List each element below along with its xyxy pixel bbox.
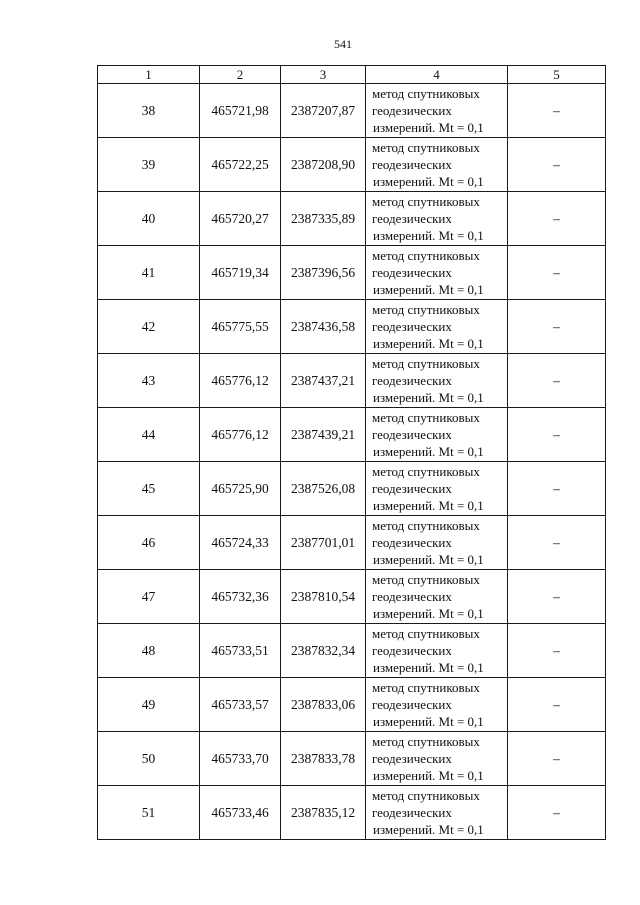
coordinate-x: 465776,12 (200, 408, 281, 462)
coordinate-x: 465720,27 (200, 192, 281, 246)
coordinate-y: 2387439,21 (281, 408, 366, 462)
table-row (98, 138, 606, 192)
method-line-3: измерений. Mt = 0,1 (373, 444, 484, 459)
column-5-value: – (508, 84, 606, 138)
method-line-1: метод спутниковых (372, 356, 480, 371)
coordinate-y: 2387833,06 (281, 678, 366, 732)
table-row (98, 570, 606, 624)
table-row (98, 516, 606, 570)
method-line-3: измерений. Mt = 0,1 (373, 606, 484, 621)
coordinate-x: 465775,55 (200, 300, 281, 354)
column-5-value: – (508, 678, 606, 732)
method-description (366, 516, 508, 570)
method-description (366, 624, 508, 678)
method-line-3: измерений. Mt = 0,1 (373, 174, 484, 189)
point-number: 51 (98, 786, 200, 840)
method-line-1: метод спутниковых (372, 788, 480, 803)
method-description (366, 462, 508, 516)
table-row (98, 462, 606, 516)
method-line-1: метод спутниковых (372, 680, 480, 695)
method-description (366, 678, 508, 732)
method-line-1: метод спутниковых (372, 464, 480, 479)
coordinate-y: 2387835,12 (281, 786, 366, 840)
column-5-value: – (508, 786, 606, 840)
method-line-2: геодезических (372, 481, 452, 496)
coordinate-x: 465724,33 (200, 516, 281, 570)
method-line-2: геодезических (372, 751, 452, 766)
method-line-2: геодезических (372, 157, 452, 172)
table-row (98, 732, 606, 786)
method-line-3: измерений. Mt = 0,1 (373, 822, 484, 837)
method-line-1: метод спутниковых (372, 572, 480, 587)
coordinate-y: 2387832,34 (281, 624, 366, 678)
method-description (366, 732, 508, 786)
column-5-value: – (508, 246, 606, 300)
method-line-1: метод спутниковых (372, 140, 480, 155)
coordinate-x: 465719,34 (200, 246, 281, 300)
column-5-value: – (508, 462, 606, 516)
method-description (366, 354, 508, 408)
table-row (98, 408, 606, 462)
method-line-3: измерений. Mt = 0,1 (373, 498, 484, 513)
header-col-5: 5 (508, 66, 606, 84)
point-number: 49 (98, 678, 200, 732)
method-line-1: метод спутниковых (372, 410, 480, 425)
coordinate-y: 2387335,89 (281, 192, 366, 246)
column-5-value: – (508, 138, 606, 192)
method-line-3: измерений. Mt = 0,1 (373, 120, 484, 135)
point-number: 39 (98, 138, 200, 192)
header-col-4: 4 (366, 66, 508, 84)
point-number: 47 (98, 570, 200, 624)
method-line-1: метод спутниковых (372, 248, 480, 263)
coordinate-y: 2387701,01 (281, 516, 366, 570)
table-row (98, 678, 606, 732)
table-row (98, 246, 606, 300)
header-row (98, 66, 606, 84)
table-row (98, 354, 606, 408)
header-col-3: 3 (281, 66, 366, 84)
method-line-2: геодезических (372, 805, 452, 820)
coordinate-y: 2387207,87 (281, 84, 366, 138)
point-number: 42 (98, 300, 200, 354)
method-line-3: измерений. Mt = 0,1 (373, 768, 484, 783)
coordinate-x: 465732,36 (200, 570, 281, 624)
method-description (366, 84, 508, 138)
method-line-3: измерений. Mt = 0,1 (373, 336, 484, 351)
coordinate-y: 2387396,56 (281, 246, 366, 300)
method-description (366, 408, 508, 462)
coordinate-x: 465733,51 (200, 624, 281, 678)
method-description (366, 570, 508, 624)
column-5-value: – (508, 624, 606, 678)
coordinate-x: 465776,12 (200, 354, 281, 408)
method-description (366, 138, 508, 192)
method-line-2: геодезических (372, 103, 452, 118)
header-col-1: 1 (98, 66, 200, 84)
method-line-2: геодезических (372, 643, 452, 658)
method-line-2: геодезических (372, 319, 452, 334)
point-number: 48 (98, 624, 200, 678)
coordinates-table (97, 65, 606, 840)
coordinate-x: 465733,70 (200, 732, 281, 786)
coordinate-y: 2387208,90 (281, 138, 366, 192)
coordinate-x: 465725,90 (200, 462, 281, 516)
page-number: 541 (334, 37, 352, 51)
table-row (98, 84, 606, 138)
column-5-value: – (508, 570, 606, 624)
column-5-value: – (508, 192, 606, 246)
method-line-1: метод спутниковых (372, 302, 480, 317)
point-number: 40 (98, 192, 200, 246)
method-line-2: геодезических (372, 535, 452, 550)
coordinate-y: 2387833,78 (281, 732, 366, 786)
header-col-2: 2 (200, 66, 281, 84)
point-number: 46 (98, 516, 200, 570)
table-header (98, 66, 606, 84)
method-line-1: метод спутниковых (372, 626, 480, 641)
method-line-2: геодезических (372, 427, 452, 442)
method-description (366, 300, 508, 354)
method-line-3: измерений. Mt = 0,1 (373, 714, 484, 729)
column-5-value: – (508, 732, 606, 786)
method-line-1: метод спутниковых (372, 734, 480, 749)
method-line-1: метод спутниковых (372, 86, 480, 101)
method-line-3: измерений. Mt = 0,1 (373, 552, 484, 567)
table-row (98, 624, 606, 678)
column-5-value: – (508, 408, 606, 462)
point-number: 44 (98, 408, 200, 462)
method-line-2: геодезических (372, 589, 452, 604)
point-number: 43 (98, 354, 200, 408)
method-line-1: метод спутниковых (372, 518, 480, 533)
table-row (98, 192, 606, 246)
method-line-1: метод спутниковых (372, 194, 480, 209)
table-body (98, 84, 606, 840)
method-line-3: измерений. Mt = 0,1 (373, 228, 484, 243)
method-line-3: измерений. Mt = 0,1 (373, 390, 484, 405)
method-description (366, 192, 508, 246)
method-line-3: измерений. Mt = 0,1 (373, 660, 484, 675)
column-5-value: – (508, 354, 606, 408)
method-line-3: измерений. Mt = 0,1 (373, 282, 484, 297)
table-row (98, 786, 606, 840)
method-description (366, 786, 508, 840)
coordinate-y: 2387437,21 (281, 354, 366, 408)
coordinate-y: 2387810,54 (281, 570, 366, 624)
method-line-2: геодезических (372, 265, 452, 280)
method-description (366, 246, 508, 300)
table-row (98, 300, 606, 354)
coordinate-x: 465733,46 (200, 786, 281, 840)
column-5-value: – (508, 516, 606, 570)
coordinate-y: 2387526,08 (281, 462, 366, 516)
point-number: 50 (98, 732, 200, 786)
method-line-2: геодезических (372, 211, 452, 226)
coordinate-y: 2387436,58 (281, 300, 366, 354)
coordinate-x: 465721,98 (200, 84, 281, 138)
coordinate-x: 465733,57 (200, 678, 281, 732)
column-5-value: – (508, 300, 606, 354)
method-line-2: геодезических (372, 697, 452, 712)
point-number: 41 (98, 246, 200, 300)
coordinate-x: 465722,25 (200, 138, 281, 192)
point-number: 38 (98, 84, 200, 138)
method-line-2: геодезических (372, 373, 452, 388)
point-number: 45 (98, 462, 200, 516)
